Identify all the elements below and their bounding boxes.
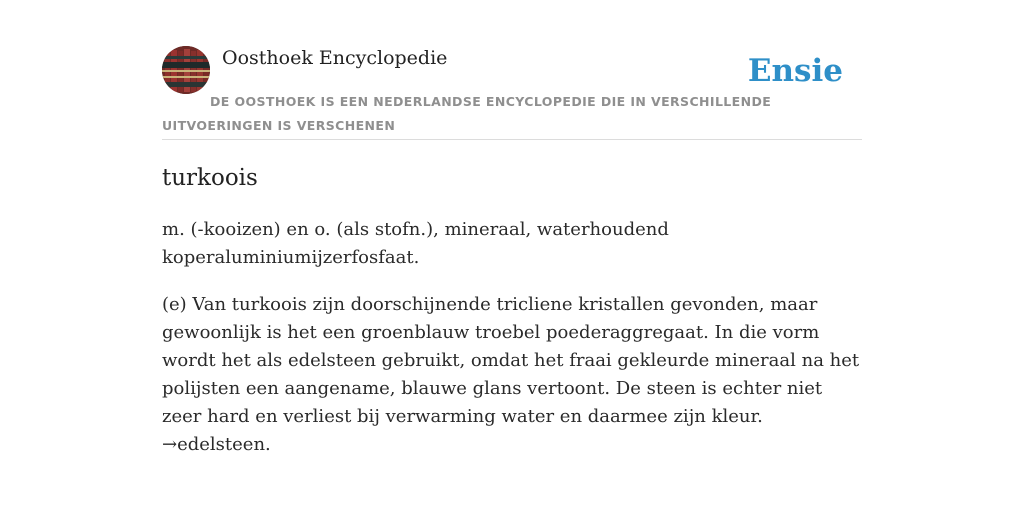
site-subtitle: DE OOSTHOEK IS EEN NEDERLANDSE ENCYCLOPEDIE DIE IN VERSCHILLENDE UITVOERINGEN IS VERSCHENEN: [162, 94, 772, 133]
crossref-link-edelsteen[interactable]: →edelsteen.: [162, 434, 271, 455]
avatar[interactable]: [162, 46, 210, 94]
site-name[interactable]: Oosthoek Encyclopedie: [222, 47, 448, 69]
article-body-text: (e) Van turkoois zijn doorschijnende tricliene kristallen gevonden, maar gewoonlijk is het een groenblauw troebel poederaggregaat. In die vorm wordt het als edelsteen gebruikt, omdat het fraai gekleurde mineraal na het polijsten een aangename, blauwe glans vertoont. De steen is echter niet zeer hard en verliest bij verwarming water en daarmee zijn kleur.: [162, 294, 860, 427]
article-body: [162, 291, 864, 459]
brand-logo[interactable]: Ensie: [747, 53, 843, 89]
header: [162, 46, 862, 140]
book-spines-icon: [162, 46, 210, 94]
article-title: turkoois: [162, 165, 258, 191]
article-definition: m. (-kooizen) en o. (als stofn.), mineraal, waterhoudend koperaluminiumijzerfosfaat.: [162, 219, 669, 268]
